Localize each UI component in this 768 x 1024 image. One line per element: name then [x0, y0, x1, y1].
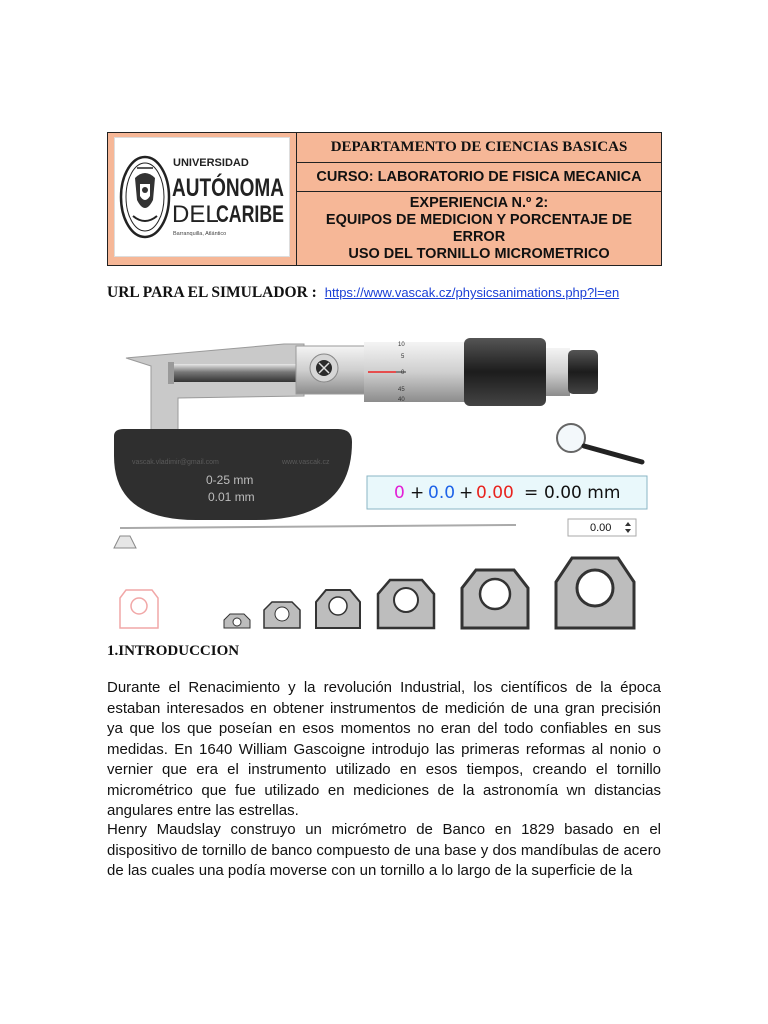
experience-line: EQUIPOS DE MEDICION Y PORCENTAJE DE [325, 212, 633, 228]
reading-part1: 0 [394, 483, 405, 503]
logo-line4: Barranquilla, Atlántico [173, 231, 227, 237]
nut-icon[interactable] [378, 580, 434, 628]
university-logo [114, 137, 320, 257]
reading-part2: 0.0 [428, 483, 456, 503]
nuts-row [120, 558, 634, 628]
reading-op1: + [410, 483, 425, 503]
nut-icon[interactable] [316, 590, 360, 628]
reading-result: 0.00 mm [544, 483, 621, 503]
header-table [107, 132, 662, 266]
nut-icon[interactable] [264, 602, 300, 628]
reading-part3: 0.00 [476, 483, 514, 503]
nut-icon[interactable] [462, 570, 528, 628]
sleeve-tick: 5 [401, 354, 405, 360]
sleeve-tick: 40 [398, 397, 405, 403]
magnifier-icon[interactable] [557, 424, 642, 462]
reading-eq: = [524, 483, 539, 503]
frame-resolution: 0.01 mm [208, 490, 255, 504]
frame-credit-left: vascak.vladimir@gmail.com [132, 459, 219, 466]
micrometer-simulator [106, 336, 656, 628]
nut-icon[interactable] [556, 558, 634, 628]
simulator-url-line [107, 284, 619, 302]
reading-op2: + [459, 483, 474, 503]
sleeve-tick: 0 [401, 370, 405, 376]
logo-line1: UNIVERSIDAD [173, 157, 249, 169]
experience-title [297, 192, 661, 265]
nut-selected-icon[interactable] [120, 590, 158, 628]
frame-range: 0-25 mm [206, 473, 254, 487]
experience-line: ERROR [452, 229, 506, 245]
intro-paragraph-2: Henry Maudslay construyo un micrómetro de Banco en 1829 basado en el dispositivo de tornillo de banco compuesto de una base y dos mandíbulas de acero de las cuales una podía moverse con un tornillo a lo largo de la superficie de la [107, 821, 661, 879]
simulator-link[interactable]: https://www.vascak.cz/physicsanimations.php?l=en [324, 285, 620, 300]
measure-slider[interactable] [114, 525, 516, 548]
reading-display [367, 476, 647, 509]
logo-cell [108, 133, 320, 265]
thimble-ratchet[interactable] [464, 338, 598, 406]
frame-credit-right: www.vascak.cz [282, 459, 330, 466]
course-title: CURSO: LABORATORIO DE FISICA MECANICA [297, 163, 661, 192]
sleeve-scale [364, 342, 468, 403]
logo-line3b: CARIBE [216, 201, 284, 228]
stepper-value: 0.00 [590, 522, 612, 534]
value-stepper[interactable] [568, 519, 636, 536]
nut-icon[interactable] [224, 614, 250, 628]
intro-heading: 1.INTRODUCCION [107, 643, 240, 659]
seal-icon [121, 157, 169, 237]
url-label: URL PARA EL SIMULADOR : [107, 284, 317, 301]
experience-line: USO DEL TORNILLO MICROMETRICO [348, 246, 610, 262]
intro-paragraph-1: Durante el Renacimiento y la revolución Industrial, los científicos de la época estaban interesados en obtener instrumentos de medición de una gran precisión ya que los que poseían en esos momentos no eran del todo confiables en sus medidas. En 1640 William Gascoigne introdujo las primeras reformas al nonio o vernier que era el instrumento utilizado en esos tiempos, creando el tornillo micrométrico que fue utilizado en mediciones de la astronomía wn distancias angulares entre las estrellas. [107, 679, 661, 819]
sleeve-tick: 10 [398, 342, 405, 348]
experience-line: EXPERIENCIA N.º 2: [409, 195, 549, 211]
logo-line3a: DEL [172, 201, 219, 228]
department-title: DEPARTAMENTO DE CIENCIAS BASICAS [297, 133, 661, 163]
sleeve-tick: 45 [398, 387, 405, 393]
lock-knob-icon[interactable] [296, 346, 366, 394]
logo-line2: AUTÓNOMA [172, 174, 320, 202]
